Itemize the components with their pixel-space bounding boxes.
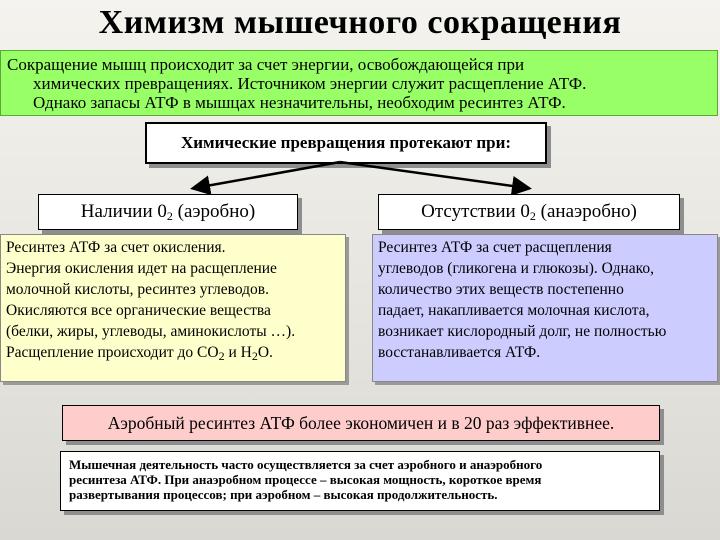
anaerobic-line: Ресинтез АТФ за счет расщепления: [378, 239, 612, 256]
intro-line-3: Однако запасы АТФ в мышцах незначительны, необходим ресинтез АТФ.: [33, 93, 566, 112]
chemical-transformations-header: Химические превращения протекают при:: [145, 122, 547, 164]
summary-note: [60, 451, 660, 511]
aerobic-line: Энергия окисления идет на расщепление: [6, 260, 277, 277]
page-title: Химизм мышечного сокращения: [98, 4, 622, 41]
aerobic-line: Окисляются все органические вещества: [6, 302, 271, 319]
intro-line-1: Сокращение мышц происходит за счет энергии, освобождающейся при: [7, 55, 525, 74]
aerobic-line: молочной кислоты, ресинтез углеводов.: [6, 281, 269, 298]
anaerobic-header: Отсутствии $0_2$ (анаэробно): [378, 194, 680, 230]
arrow-to-aerobic: [195, 162, 340, 188]
anaerobic-line: углеводов (гликогена и глюкозы). Однако,: [378, 260, 655, 277]
anaerobic-description: [372, 234, 718, 382]
aerobic-description: [0, 234, 346, 382]
anaerobic-line: падает, накапливается молочная кислота,: [378, 302, 650, 319]
intro-line-2: химических превращениях. Источником энергии служит расщепление АТФ.: [33, 74, 587, 93]
anaerobic-line: возникает кислородный долг, не полностью: [378, 323, 667, 340]
aerobic-line: (белки, жиры, углеводы, аминокислоты …).: [6, 323, 296, 340]
conclusion-box: Аэробный ресинтез АТФ более экономичен и в 20 раз эффективнее.: [62, 405, 660, 441]
arrow-to-anaerobic: [340, 162, 527, 188]
aerobic-last-line: Расщепление происходит до $СО_2$ и $Н_2О$.: [6, 344, 273, 363]
note-line-1: Мышечная деятельность часто осуществляется за счет аэробного и анаэробного: [69, 457, 543, 472]
anaerobic-line: восстанавливается АТФ.: [378, 344, 541, 361]
note-line-3: развертывания процессов; при аэробном – высокая продолжительность.: [69, 487, 498, 502]
aerobic-line: Ресинтез АТФ за счет окисления.: [6, 239, 226, 256]
aerobic-header: Наличии $0_2$ (аэробно): [38, 194, 298, 230]
anaerobic-line: количество этих веществ постепенно: [378, 281, 624, 298]
note-line-2: ресинтеза АТФ. При анаэробном процессе – высокая мощность, короткое время: [69, 472, 542, 487]
